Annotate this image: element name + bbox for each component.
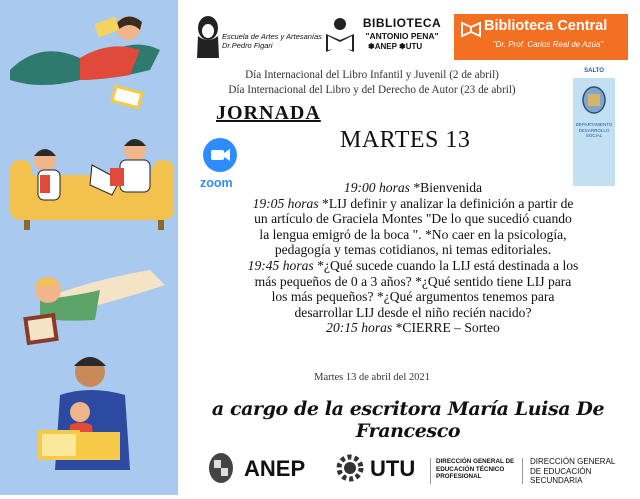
biblioteca-antonio-subtitle: "ANTONIO PENA" [365,31,439,41]
program-line [186,305,640,321]
uruguay-coat-of-arms-icon [206,450,236,486]
footer-utu-logo: UTU [370,456,416,481]
school-logo [193,14,223,58]
utu-gear-icon [334,452,366,484]
event-date: Martes 13 de abril del 2021 [314,372,430,383]
biblioteca-antonio-title: BIBLIOTECA [362,16,442,30]
dia-libro-infantil: Día Internacional del Libro Infantil y Juvenil (2 de abril) [245,69,499,81]
program-text: pedagogía y temas cotidianos, ni temas editoriales. [274,242,552,258]
portrait-icon [193,14,223,58]
illustration-strip [0,0,178,495]
biblioteca-antonio-logos: ✽ANEP ✽UTU [368,42,423,51]
reader-figure-1 [10,16,160,110]
footer-divider [522,458,523,484]
program-line [186,242,640,258]
program-line [186,227,640,243]
program-line [186,320,640,336]
sofa-kids-figure [10,139,174,230]
program-text: *CIERRE – Sorteo [392,320,500,336]
program-text: *Bienvenida [409,180,483,195]
salto-coat-of-arms-icon [573,78,615,118]
jornada-heading: JORNADA [216,102,321,124]
book-logo-icon [461,20,481,42]
program-text: desarrollar LIJ desde el niño recién nacido? [294,304,532,320]
biblioteca-central-subtitle: "Dr. Prof. Carlos Real de Azúa" [492,40,604,49]
program-text: un artículo de Graciela Montes "De lo que sucedió cuando [254,211,572,227]
zoom-icon [203,138,237,172]
book-reader-icon [322,16,358,54]
reading-people-illustration [0,0,178,495]
footer-dges: DIRECCIÓN GENERAL DE EDUCACIÓN SECUNDARIA [530,457,616,485]
program-line [186,180,640,196]
salto-banner [573,68,615,186]
salto-label: SALTO [573,68,615,78]
program-text: más pequeños de 0 a 3 años? *¿Qué sentido tiene LIJ para [254,273,572,289]
parent-child-figure [38,357,130,470]
zoom-label: zoom [200,176,233,190]
footer-anep-logo: ANEP [244,456,306,481]
martes-heading: MARTES 13 [340,127,471,153]
program-text: los más pequeños? *¿Qué argumentos tenemos para [271,289,555,305]
dia-libro-autor: Día Internacional del Libro y del Derecho de Autor (23 de abril) [228,84,516,96]
footer-dgetp: DIRECCIÓN GENERAL DE EDUCACIÓN TÉCNICO PROFESIONAL [436,458,515,481]
program-line [186,196,640,212]
reader-figure-2 [23,270,165,345]
program-line [186,274,640,290]
salto-dept: DEPARTAMENTO DESARROLLO SOCIAL [575,122,613,138]
program-schedule [186,180,640,336]
biblioteca-central-title: Biblioteca Central [484,18,608,34]
program-time: 20:15 horas [326,320,393,336]
program-time: 19:00 horas [343,180,410,195]
program-time: 19:05 horas [252,195,319,211]
school-name: Escuela de Artes y Artesanías Dr.Pedro Figari [222,32,322,50]
program-time: 19:45 horas [247,257,314,273]
speaker-credit: a cargo de la escritora María Luisa De Francesco [211,398,605,442]
program-line [186,258,640,274]
program-text: la lengua emigró de la boca ". *No caer en la psicología, [259,226,567,242]
program-line [186,211,640,227]
program-text: *LIJ definir y analizar la definición a partir de [318,195,574,211]
footer-divider [430,458,431,484]
program-line [186,289,640,305]
program-text: *¿Qué sucede cuando la LIJ está destinada a los [313,257,579,273]
